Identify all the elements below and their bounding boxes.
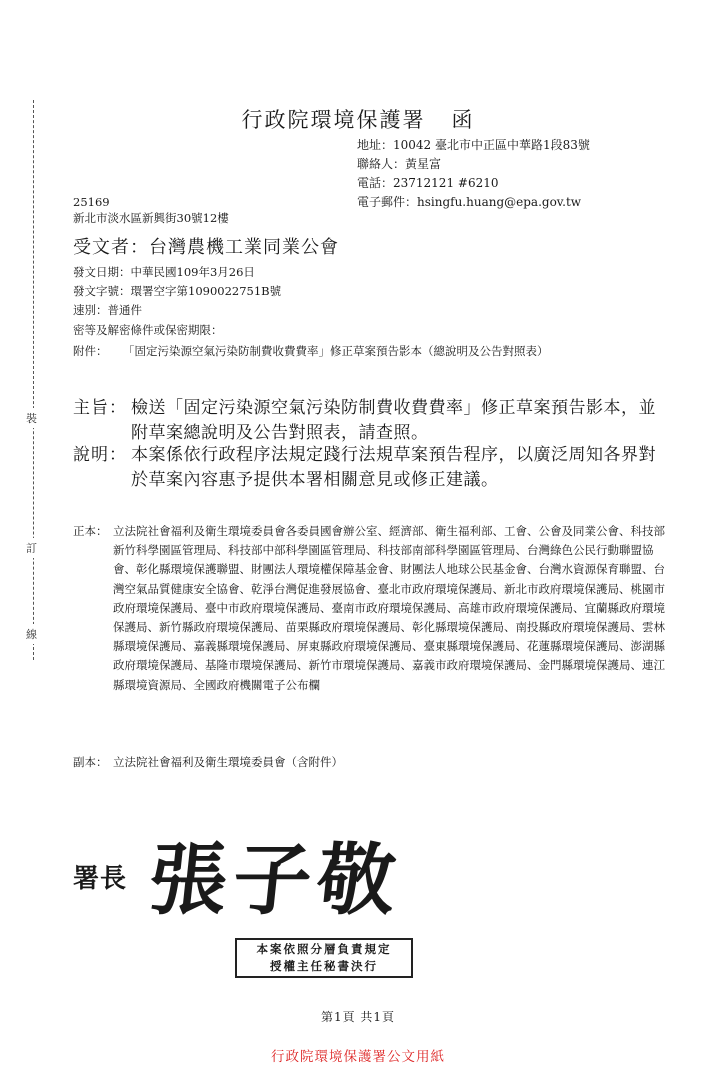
attachment-text: 「固定污染源空氣污染防制費收費費率」修正草案預告影本（總說明及公告對照表） xyxy=(123,344,549,358)
contact-address: 地址：10042 臺北市中正區中華路1段83號 xyxy=(357,138,590,152)
recipient-name: 受文者：台灣農機工業同業公會 xyxy=(73,237,339,258)
binding-line xyxy=(33,100,34,660)
contact-email: 電子郵件：hsingfu.huang@epa.gov.tw xyxy=(357,195,582,209)
footer-letterhead: 行政院環境保護署公文用紙 xyxy=(271,1049,445,1065)
copy-recipients-label: 副本： xyxy=(73,755,108,769)
delegation-stamp xyxy=(235,938,413,978)
stamp-line-1: 本案依照分層負責規定 xyxy=(256,942,392,956)
main-recipients xyxy=(73,522,673,695)
issue-date: 發文日期：中華民國109年3月26日 xyxy=(73,265,255,279)
recipient-address: 新北市淡水區新興街30號12樓 xyxy=(73,211,229,225)
binding-mark-ding: 訂 xyxy=(26,538,37,558)
copy-recipients xyxy=(73,753,673,772)
binding-mark-zhuang: 裝 xyxy=(26,408,37,428)
agency-name: 行政院環境保護署 xyxy=(241,108,426,132)
signature-title: 署長 xyxy=(73,864,128,894)
binding-mark-xian: 線 xyxy=(26,624,37,644)
document-title xyxy=(0,104,716,134)
attachment-label: 附件： xyxy=(73,344,108,358)
doc-type: 函 xyxy=(451,108,475,132)
main-recipients-text: 立法院社會福利及衛生環境委員會各委員國會辦公室、經濟部、衛生福利部、工會、公會及同業公會、科技部新竹科學園區管理局、科技部中部科學園區管理局、科技部南部科學園區管理局、台灣綠色公民行動聯盟協會、彰化縣環境保護聯盟、財團法人環境權保障基金會、財團法人地球公民基金會、台灣水資源保育聯盟、台灣空氣品質健康安全協會、乾淨台灣促進發展協會、臺北市政府環境保護局、新北市政府環境保護局、桃園市政府環境保護局、臺中市政府環境保護局、臺南市政府環境保護局、高雄市政府環境保護局、宜蘭縣政府環境保護局、新竹縣政府環境保護局、苗栗縣政府環境保護局、彰化縣環境保護局、南投縣政府環境保護局、雲林縣環境保護局、嘉義縣環境保護局、屏東縣政府環境保護局、臺東縣環境保護局、花蓮縣環境保護局、澎湖縣政府環境保護局、基隆市環境保護局、新竹市環境保護局、嘉義市政府環境保護局、金門縣環境保護局、連江縣環境資源局、全國政府機關電子公布欄 xyxy=(113,524,665,692)
speed: 速別：普通件 xyxy=(73,303,142,317)
page-number: 第1頁 共1頁 xyxy=(320,1010,396,1024)
attachment xyxy=(73,343,653,360)
explanation-text: 本案係依行政程序法規定踐行法規草案預告程序，以廣泛周知各界對於草案內容惠予提供本署相關意見或修正建議。 xyxy=(131,445,656,490)
contact-person: 聯絡人：黃星富 xyxy=(357,157,442,171)
explanation-section xyxy=(73,443,673,493)
main-recipients-label: 正本： xyxy=(73,524,108,538)
subject-label: 主旨： xyxy=(73,398,127,418)
issue-number: 發文字號：環署空字第1090022751B號 xyxy=(73,284,282,298)
explanation-label: 說明： xyxy=(73,445,127,465)
subject-text: 檢送「固定污染源空氣污染防制費收費費率」修正草案預告影本，並附草案總說明及公告對照表，請查照。 xyxy=(131,398,656,443)
contact-phone: 電話：23712121 #6210 xyxy=(357,176,499,190)
copy-recipients-text: 立法院社會福利及衛生環境委員會（含附件） xyxy=(113,755,343,769)
stamp-line-2: 授權主任秘書決行 xyxy=(270,959,378,973)
secrecy: 密等及解密條件或保密期限： xyxy=(73,323,223,337)
subject-section xyxy=(73,396,673,446)
postal-code: 25169 xyxy=(73,195,110,209)
signature-name: 張子敬 xyxy=(144,835,407,926)
